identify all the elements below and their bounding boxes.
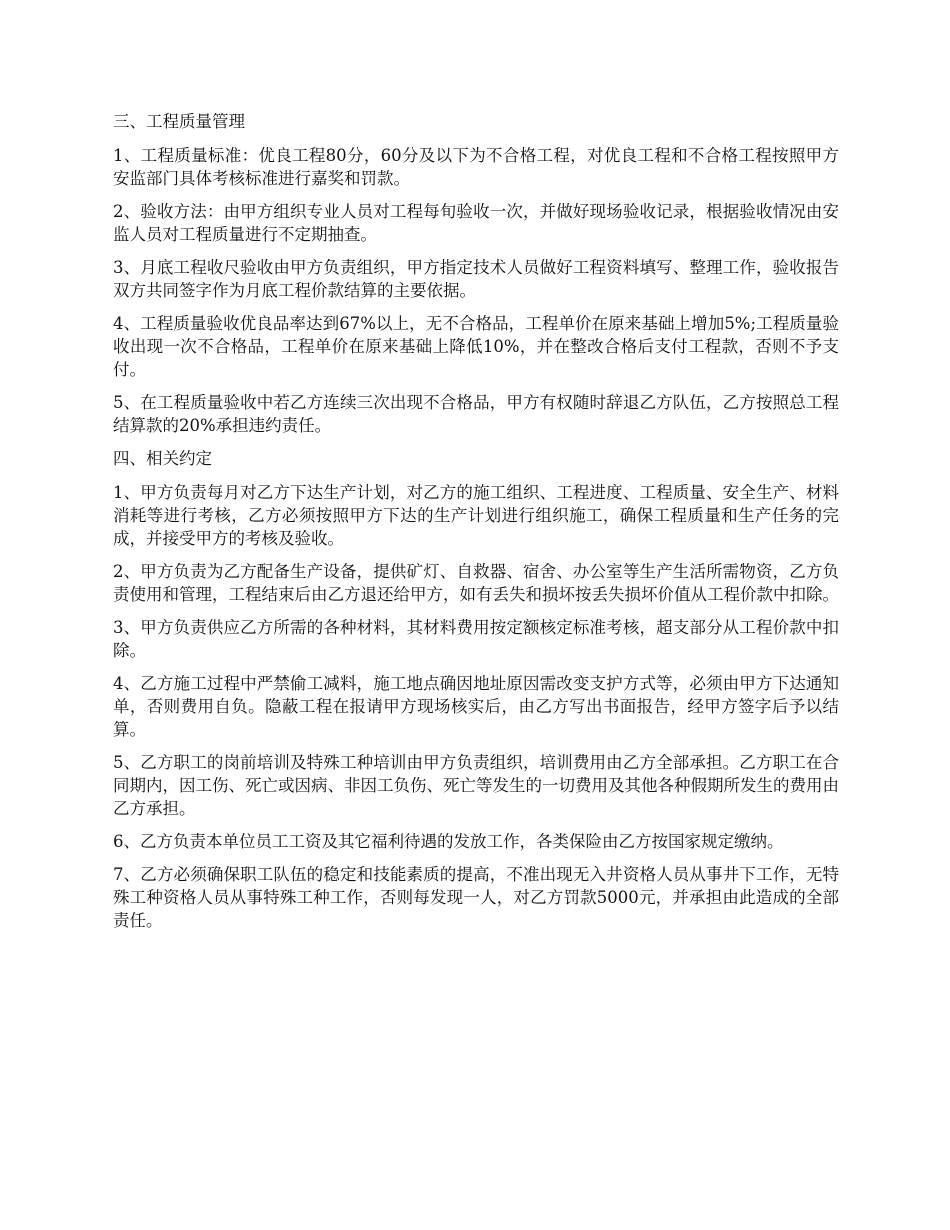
paragraph: 3、月底工程收尺验收由甲方负责组织，甲方指定技术人员做好工程资料填写、整理工作，验收报告双方共同签字作为月底工程价款结算的主要依据。 <box>113 258 839 300</box>
document-page <box>113 110 839 942</box>
paragraph: 2、验收方法：由甲方组织专业人员对工程每旬验收一次，并做好现场验收记录，根据验收情况由安监人员对工程质量进行不定期抽查。 <box>113 202 839 244</box>
paragraph: 1、工程质量标准：优良工程80分，60分及以下为不合格工程，对优良工程和不合格工程按照甲方安监部门具体考核标准进行嘉奖和罚款。 <box>113 146 839 188</box>
paragraph: 1、甲方负责每月对乙方下达生产计划，对乙方的施工组织、工程进度、工程质量、安全生产、材料消耗等进行考核，乙方必须按照甲方下达的生产计划进行组织施工，确保工程质量和生产任务的完成，并接受甲方的考核及验收。 <box>113 483 839 548</box>
paragraph: 3、甲方负责供应乙方所需的各种材料，其材料费用按定额核定标准考核，超支部分从工程价款中扣除。 <box>113 618 839 660</box>
section-heading: 四、相关约定 <box>113 449 212 468</box>
paragraph: 4、乙方施工过程中严禁偷工减料，施工地点确因地址原因需改变支护方式等，必须由甲方下达通知单，否则费用自负。隐蔽工程在报请甲方现场核实后，由乙方写出书面报告，经甲方签字后予以结算。 <box>113 674 839 739</box>
section-agreements <box>113 447 839 932</box>
paragraph: 5、在工程质量验收中若乙方连续三次出现不合格品，甲方有权随时辞退乙方队伍，乙方按照总工程结算款的20%承担违约责任。 <box>113 393 839 435</box>
paragraph: 2、甲方负责为乙方配备生产设备，提供矿灯、自救器、宿舍、办公室等生产生活所需物资，乙方负责使用和管理，工程结束后由乙方退还给甲方，如有丢失和损坏按丢失损坏价值从工程价款中扣除。 <box>113 562 839 604</box>
paragraph: 5、乙方职工的岗前培训及特殊工种培训由甲方负责组织，培训费用由乙方全部承担。乙方职工在合同期内，因工伤、死亡或因病、非因工负伤、死亡等发生的一切费用及其他各种假期所发生的费用由乙方承担。 <box>113 753 839 818</box>
section-quality <box>113 110 839 437</box>
paragraph: 7、乙方必须确保职工队伍的稳定和技能素质的提高，不准出现无入井资格人员从事井下工作，无特殊工种资格人员从事特殊工种工作，否则每发现一人，对乙方罚款5000元，并承担由此造成的全部责任。 <box>113 865 839 930</box>
paragraph: 4、工程质量验收优良品率达到67%以上，无不合格品，工程单价在原来基础上增加5%;工程质量验收出现一次不合格品，工程单价在原来基础上降低10%，并在整改合格后支付工程款，否则不予支付。 <box>113 314 839 379</box>
section-heading: 三、工程质量管理 <box>113 112 245 131</box>
paragraph: 6、乙方负责本单位员工工资及其它福利待遇的发放工作，各类保险由乙方按国家规定缴纳。 <box>113 832 784 851</box>
